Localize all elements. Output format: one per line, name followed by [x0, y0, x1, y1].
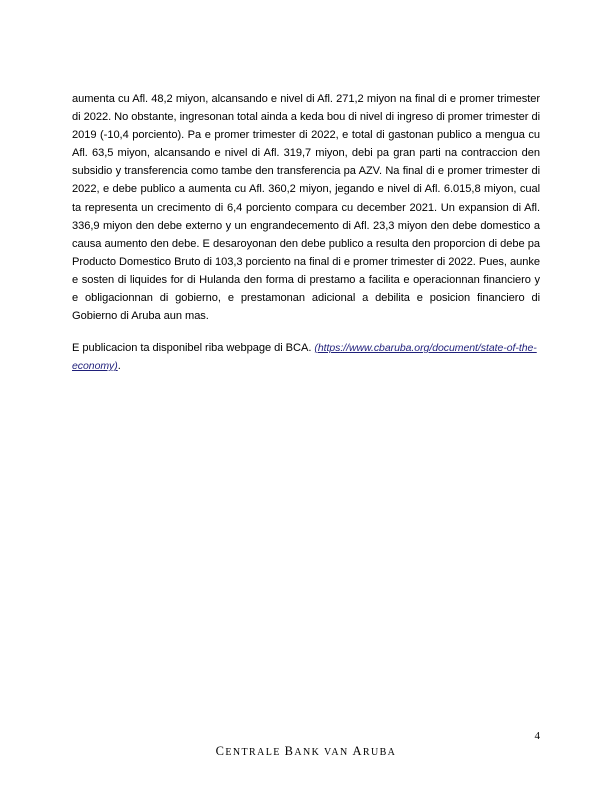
footer-bank-name: [0, 744, 612, 759]
footer-cap-b: B: [284, 744, 295, 758]
webpage-link[interactable]: (https://www.cbaruba.org/document/state-of-the-economy): [72, 342, 537, 373]
body-paragraph-1: aumenta cu Afl. 48,2 miyon, alcansando e nivel di Afl. 271,2 miyon na final di e promer trimester di 2022. No obstante, ingresonan total ainda a keda bou di nivel di ingreso di promer trimester di 2019 (-10,4 porciento). Pa e promer trimester di 2022, e total di gastonan publico a mengua cu Afl. 63,5 miyon, alcansando e nivel di Afl. 319,7 miyon, debi pa gran parti na contraccion den subsidio y transferencia como tambe den transferencia pa AZV. Na final di e promer trimester di 2022, e debe publico a aumenta cu Afl. 360,2 miyon, jegando e nivel di Afl. 6.015,8 miyon, cual ta representa un crecimento di 6,4 porciento compara cu december 2021. Un expansion di Afl. 336,9 miyon den debe externo y un engrandecemento di Afl. 23,3 miyon den debe domestico a causa aumento den debe. E desaroyonan den debe publico a resulta den proporcion di debe pa Producto Domestico Bruto di 103,3 porciento na final di e promer trimester di 2022. Pues, aunke e sosten di liquides for di Hulanda den forma di prestamo a facilita e operacionnan financiero y e obligacionnan di gobierno, e prestamonan adicional a debilita e posicion financiero di Gobierno di Aruba aun mas.: [72, 93, 540, 323]
footer-rest-entrale: ENTRALE: [225, 747, 285, 758]
publication-note-text: E publicacion ta disponibel riba webpage di BCA.: [72, 342, 315, 355]
footer-cap-c: C: [215, 744, 226, 758]
page-number: 4: [534, 730, 540, 742]
body-paragraph-2: [72, 339, 540, 375]
publication-note-end: .: [117, 360, 121, 373]
footer-cap-a: A: [352, 744, 363, 758]
page-content: [72, 90, 540, 389]
footer-rest-ruba: RUBA: [362, 747, 397, 758]
footer-rest-ank-van: ANK VAN: [294, 747, 353, 758]
